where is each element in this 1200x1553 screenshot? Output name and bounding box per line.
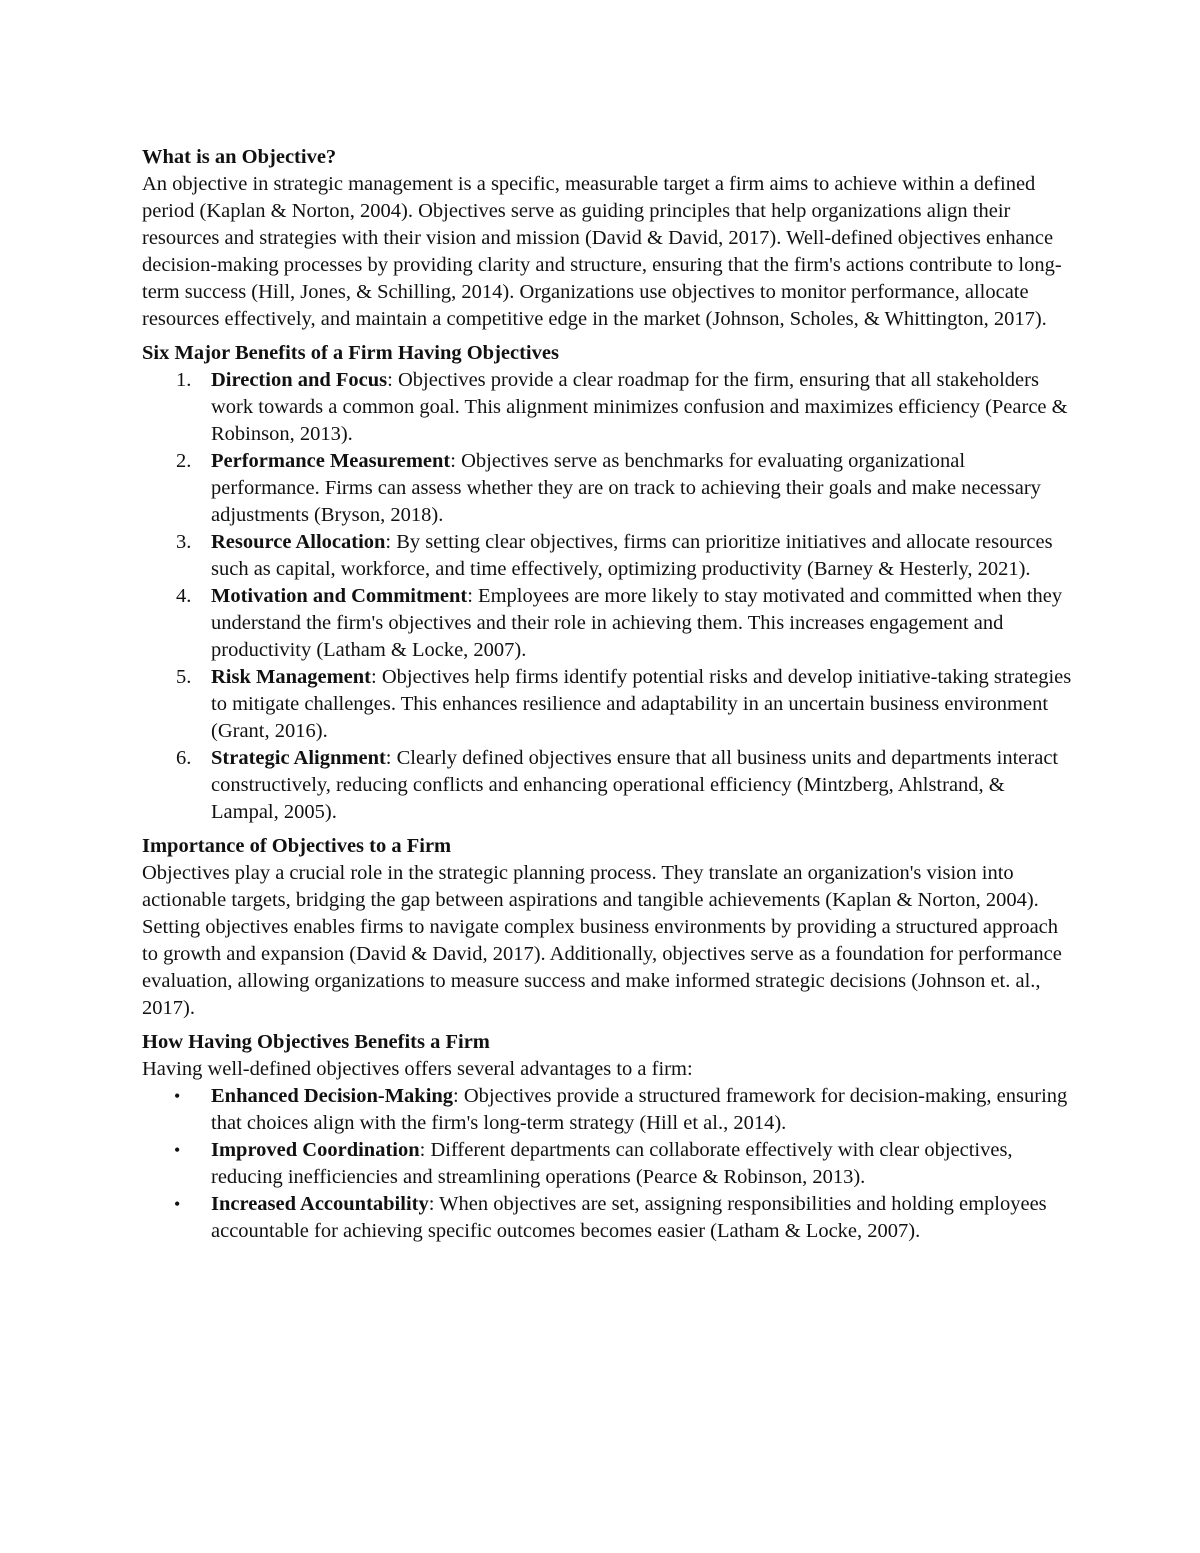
list-item-text: : Clearly defined objectives ensure that all business units and departments interact constructively, reducing conflicts and enhancing operational efficiency (Mintzberg, Ahlstrand, & Lampal, 2005). [211,747,1059,823]
list-number: 2. [176,450,192,472]
list-item-text: : Objectives serve as benchmarks for evaluating organizational performance. Firms can assess whether they are on track to achieving their goals and make necessary adjustments (Bryson, 2018). [211,450,1041,526]
list-item-term: Direction and Focus [211,369,388,391]
document-page [142,144,1072,1252]
list-item-text: : Objectives provide a clear roadmap for the firm, ensuring that all stakeholders work towards a common goal. This alignment minimizes confusion and maximizes efficiency (Pearce & Robinson, 2013). [211,369,1068,445]
bullet-icon: • [174,1194,181,1214]
list-item-text: : Different departments can collaborate effectively with clear objectives, reducing inefficiencies and streamlining operations (Pearce & Robinson, 2013). [211,1139,1013,1188]
how-benefits-list [142,1083,1072,1245]
list-item-text: : When objectives are set, assigning responsibilities and holding employees accountable for achieving specific outcomes becomes easier (Latham & Locke, 2007). [211,1193,1047,1242]
list-item-term: Increased Accountability [211,1193,429,1215]
list-item-term: Risk Management [211,666,372,688]
list-item-text: : Objectives provide a structured framework for decision-making, ensuring that choices align with the firm's long-term strategy (Hill et al., 2014). [211,1085,1068,1134]
list-item-term: Improved Coordination [211,1139,420,1161]
list-number: 5. [176,666,192,688]
list-item-text: : Employees are more likely to stay motivated and committed when they understand the firm's objectives and their role in achieving them. This increases engagement and productivity (Latham & Locke, 2007). [211,585,1063,661]
list-item [142,367,1072,448]
list-number: 6. [176,747,192,769]
list-item [142,1137,1072,1191]
list-item-text: : By setting clear objectives, firms can prioritize initiatives and allocate resources such as capital, workforce, and time effectively, optimizing productivity (Barney & Hesterly, 2021). [211,531,1053,580]
list-item-term: Performance Measurement [211,450,451,472]
list-item [142,1191,1072,1245]
paragraph-importance: Objectives play a crucial role in the strategic planning process. They translate an organization's vision into actionable targets, bridging the gap between aspirations and tangible achievements (Kaplan & Norton, 2004). Setting objectives enables firms to navigate complex business environments by providing a structured approach to growth and expansion (David & David, 2017). Additionally, objectives serve as a foundation for performance evaluation, allowing organizations to measure success and make informed strategic decisions (Johnson et. al., 2017). [142,862,1062,1019]
list-number: 4. [176,585,192,607]
list-item-text: : Objectives help firms identify potential risks and develop initiative-taking strategies to mitigate challenges. This enhances resilience and adaptability in an uncertain business environment (Grant, 2016). [211,666,1072,742]
list-item-term: Enhanced Decision-Making [211,1085,454,1107]
list-item [142,1083,1072,1137]
section-heading-objective: What is an Objective? [142,146,337,168]
list-item-term: Motivation and Commitment [211,585,468,607]
bullet-icon: • [174,1140,181,1160]
list-item [142,529,1072,583]
benefits-list [142,367,1072,826]
list-item [142,664,1072,745]
bullet-icon: • [174,1086,181,1106]
list-item-term: Strategic Alignment [211,747,386,769]
list-number: 3. [176,531,192,553]
list-item-term: Resource Allocation [211,531,386,553]
paragraph-how-intro: Having well-defined objectives offers several advantages to a firm: [142,1058,693,1080]
section-heading-importance: Importance of Objectives to a Firm [142,835,452,857]
list-number: 1. [176,369,192,391]
paragraph-objective: An objective in strategic management is a specific, measurable target a firm aims to achieve within a defined period (Kaplan & Norton, 2004). Objectives serve as guiding principles that help organizations align their resources and strategies with their vision and mission (David & David, 2017). Well-defined objectives enhance decision-making processes by providing clarity and structure, ensuring that the firm's actions contribute to long-term success (Hill, Jones, & Schilling, 2014). Organizations use objectives to monitor performance, allocate resources effectively, and maintain a competitive edge in the market (Johnson, Scholes, & Whittington, 2017). [142,173,1062,330]
list-item [142,448,1072,529]
list-item [142,745,1072,826]
section-heading-how: How Having Objectives Benefits a Firm [142,1031,490,1053]
section-heading-benefits: Six Major Benefits of a Firm Having Objectives [142,342,559,364]
list-item [142,583,1072,664]
